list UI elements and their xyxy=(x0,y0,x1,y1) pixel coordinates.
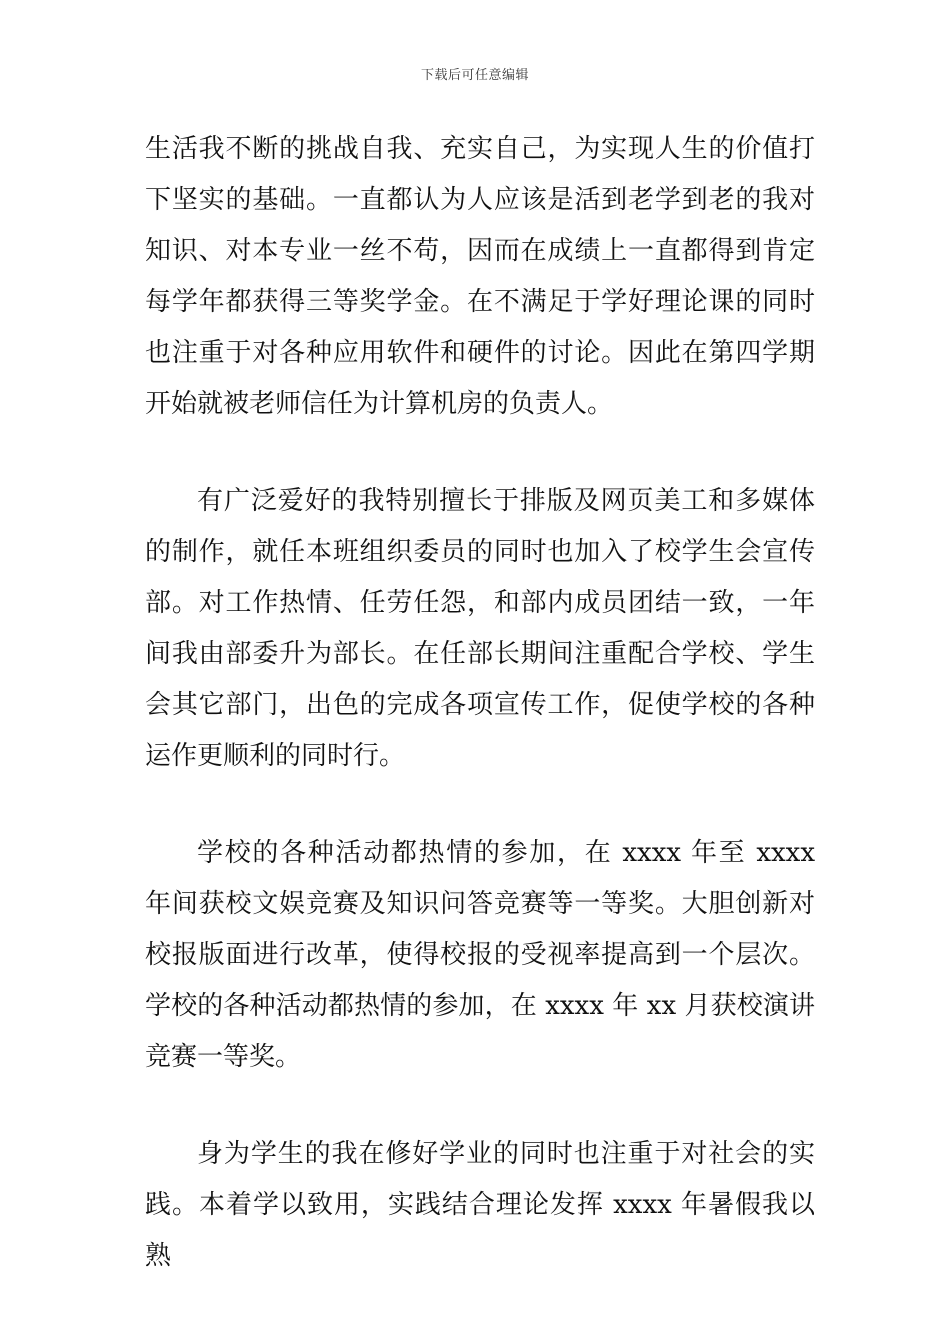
paragraph-2: 有广泛爱好的我特别擅长于排版及网页美工和多媒体的制作，就任本班组织委员的同时也加入了校学生会宣传部。对工作热情、任劳任怨，和部内成员团结一致，一年间我由部委升为部长。在任部长期间注重配合学校、学生会其它部门，出色的完成各项宣传工作，促使学校的各种运作更顺利的同时行。 xyxy=(145,486,815,771)
page-header-note: 下载后可任意编辑 xyxy=(420,68,529,83)
paragraph-gap xyxy=(145,782,815,828)
paragraph-gap xyxy=(145,430,815,476)
paragraph-4: 身为学生的我在修好学业的同时也注重于对社会的实践。本着学以致用，实践结合理论发挥 xxxx 年暑假我以熟 xyxy=(145,1139,815,1271)
document-body xyxy=(145,124,815,1282)
paragraph-3: 学校的各种活动都热情的参加，在 xxxx 年至 xxxx 年间获校文娱竞赛及知识问答竞赛等一等奖。大胆创新对校报版面进行改革，使得校报的受视率提高到一个层次。学校的各种活动都热情的参加，在 xxxx 年 xx 月获校演讲竞赛一等奖。 xyxy=(145,838,815,1072)
paragraph-1: 生活我不断的挑战自我、充实自己，为实现人生的价值打下坚实的基础。一直都认为人应该是活到老学到老的我对知识、对本专业一丝不苟，因而在成绩上一直都得到肯定每学年都获得三等奖学金。在不满足于学好理论课的同时也注重于对各种应用软件和硬件的讨论。因此在第四学期开始就被老师信任为计算机房的负责人。 xyxy=(145,134,815,419)
paragraph-gap xyxy=(145,1083,815,1129)
